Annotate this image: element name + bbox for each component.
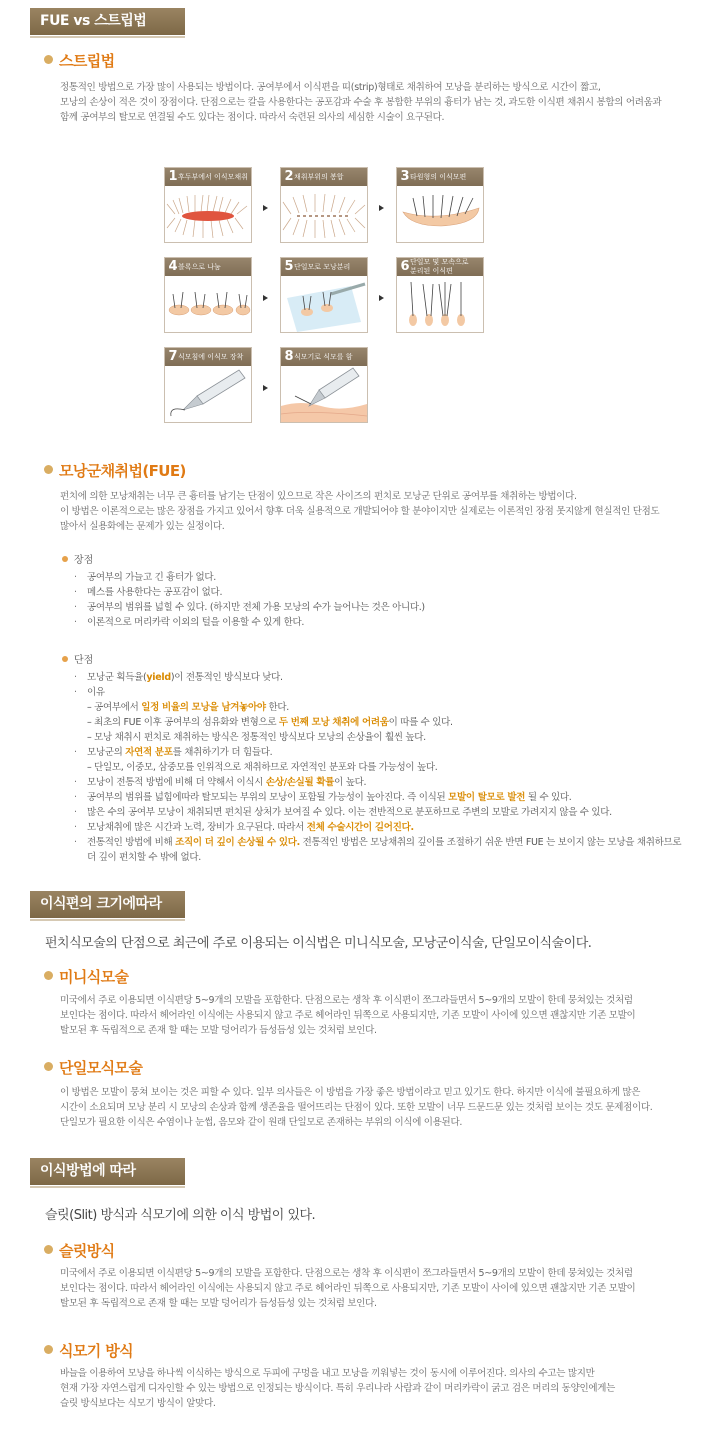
list-item: – 최초의 FUE 이후 공여부의 섬유화와 변형으로 두 번째 모낭 채취에 어려움이 따를 수 있다.: [87, 717, 453, 728]
bullet-dot-icon: [44, 971, 53, 980]
single-hair-title: 단일모식모술: [44, 1057, 142, 1078]
strip-harvest-illustration: [165, 186, 251, 242]
step-1-harvest: 1후두부에서 이식모채취: [164, 167, 252, 243]
implanter-description: 바늘을 이용하여 모낭을 하나씩 이식하는 방식으로 두피에 구멍을 내고 모낭을 끼워넣는 것이 동시에 이루어진다. 의사의 수고는 많지만 현재 가장 자연스럽게 디자인할 수 있는 방법으로 인정되는 방식이다. 특히 우리나라 사람과 같이 머리카락이 굵고 검은 머리의 동양인에게는 슬릿 방식보다는 식모기 방식이 알맞다.: [60, 1368, 615, 1409]
strip-title: 스트립법: [44, 50, 115, 71]
bullet-dot-icon: [44, 1345, 53, 1354]
list-item: · 모낭군의 자연적 분포를 채취하기가 더 힘들다.: [74, 745, 710, 760]
step-2-suture: 2채취부위의 봉합: [280, 167, 368, 243]
arrow-right-icon: [263, 295, 268, 301]
slit-title: 슬릿방식: [44, 1240, 115, 1261]
slit-description: 미국에서 주로 이용되면 이식편당 5~9개의 모발을 포함한다. 단점으로는 생착 후 이식편이 쪼그라들면서 5~9개의 모발이 한데 뭉쳐있는 것처럼 보인다는 점이다. 따라서 헤어라인 이식에는 사용되지 않고 주로 헤어라인 뒤쪽으로 사용되지만, 기존 모발이 사이에 있으면 괜찮지만 기존 모발이 탈모된 후 독립적으로 존재 할 때는 모발 덩어리가 듬성듬성 있는 것처럼 보인다.: [60, 1268, 636, 1309]
step-6-separated-grafts: 6단일모 및 모속으로 분리된 이식편: [396, 257, 484, 333]
implanter-title: 식모기 방식: [44, 1340, 133, 1361]
list-item: – 모낭 채취시 펀치로 채취하는 방식은 정통적인 방식보다 모낭의 손상율이 훨씬 높다.: [87, 732, 426, 743]
implanting-illustration: [281, 366, 367, 422]
cons-list: [74, 670, 710, 865]
list-item: · 많은 수의 공여부 모낭이 채취되면 펀치된 상처가 보여질 수 있다. 이는 전반적으로 분포하므로 주변의 모발로 가려지지 않을 수 있다.: [74, 805, 710, 820]
follicle-separation-illustration: [281, 276, 367, 332]
suture-illustration: [281, 186, 367, 242]
bullet-dot-icon: [44, 1245, 53, 1254]
single-hair-description: 이 방법은 모발이 뭉쳐 보이는 것은 피할 수 있다. 일부 의사들은 이 방법을 가장 좋은 방법이라고 믿고 있기도 한다. 하지만 이식에 불필요하게 많은 시간이 소요되며 모낭 분리 시 모낭의 손상과 함께 생존율을 떨어뜨리는 단점이 있다. 또한 모발이 너무 드문드문 있는 것처럼 보이는 것도 문제점이다. 단일모가 필요한 이식은 수염이나 눈썹, 음모와 같이 원래 단일모로 존재하는 부위의 이식에 이용된다.: [60, 1087, 653, 1128]
step-3-elliptical-graft: 3타원형의 이식모편: [396, 167, 484, 243]
mini-graft-description: 미국에서 주로 이용되면 이식편당 5~9개의 모발을 포함한다. 단점으로는 생착 후 이식편이 쪼그라들면서 5~9개의 모발이 한데 뭉쳐있는 것처럼 보인다는 점이다. 따라서 헤어라인 이식에는 사용되지 않고 주로 헤어라인 뒤쪽으로 사용되지만, 기존 모발이 사이에 있으면 괜찮지만 기존 모발이 탈모된 후 독립적으로 존재 할 때는 모발 덩어리가 듬성듬성 있는 것처럼 보인다.: [60, 995, 636, 1036]
list-item: · 공여부의 범위를 넓힘에따라 탈모되는 부위의 모낭이 포함될 가능성이 높아진다. 즉 이식된 모발이 탈모로 발전 될 수 있다.: [74, 790, 710, 805]
fue-description: 펀치에 의한 모낭채취는 너무 큰 흉터를 남기는 단점이 있으므로 작은 사이즈의 펀치로 모낭군 단위로 공여부를 채취하는 방법이다. 이 방법은 이론적으로는 많은 장점을 가지고 있어서 향후 더욱 실용적으로 개발되어야 할 분야이지만 실제로는 이론적인 장점 못지않게 현실적인 단점도 많아서 실용화에는 문제가 있는 실정이다.: [60, 491, 660, 532]
step-8-implant: 8식모기로 식모를 함: [280, 347, 368, 423]
list-item: · 모낭이 전통적 방법에 비해 더 약해서 이식시 손상/손실될 확률이 높다.: [74, 775, 710, 790]
fue-title: 모낭군채취법(FUE): [44, 460, 186, 481]
arrow-right-icon: [379, 205, 384, 211]
pros-list: [74, 570, 710, 630]
section-banner-graft-size: 이식편의 크기에따라: [30, 891, 185, 918]
list-item: · 모낭채취에 많은 시간과 노력, 장비가 요구된다. 따라서 전체 수술시간이 길어진다.: [74, 820, 710, 835]
list-item: · 공여부의 가늘고 긴 흉터가 없다.: [74, 570, 710, 585]
step-4-blocks: 4블록으로 나눔: [164, 257, 252, 333]
arrow-right-icon: [263, 205, 268, 211]
list-item: – 공여부에서 일정 비율의 모낭을 남겨놓아야 한다.: [87, 702, 289, 713]
bullet-dot-icon: [62, 656, 68, 662]
step-5-separation: 5단일모로 모낭분리: [280, 257, 368, 333]
implanter-loading-illustration: [165, 366, 251, 422]
arrow-right-icon: [263, 385, 268, 391]
list-item: 더 깊이 펀치할 수 밖에 없다.: [87, 852, 201, 863]
separated-grafts-illustration: [397, 276, 483, 332]
mini-graft-title: 미니식모술: [44, 966, 128, 987]
method-lead: 슬릿(Slit) 방식과 식모기에 의한 이식 방법이 있다.: [45, 1208, 316, 1223]
elliptical-graft-illustration: [397, 186, 483, 242]
strip-description: 정통적인 방법으로 가장 많이 사용되는 방법이다. 공여부에서 이식편을 띠(strip)형태로 채취하여 모낭을 분리하는 방식으로 시간이 짧고, 모낭의 손상이 적은 것이 장점이다. 단점으로는 칼을 사용한다는 공포감과 수술 후 봉합한 부위의 흉터가 남는 것, 과도한 이식편 채취시 봉합의 어려움과 함께 공여부의 탈모로 연결될 수도 있다는 점이다. 따라서 숙련된 의사의 세심한 시술이 요구된다.: [60, 82, 662, 123]
list-item: · 이론적으로 머리카락 이외의 털을 이용할 수 있게 한다.: [74, 615, 710, 630]
graft-size-lead: 펀치식모술의 단점으로 최근에 주로 이용되는 이식법은 미니식모술, 모낭군이식술, 단일모이식술이다.: [45, 936, 592, 951]
list-item: · 모낭군 획득율(yield)이 전통적인 방식보다 낮다.: [74, 670, 710, 685]
cons-heading: 단점: [62, 651, 93, 666]
bullet-dot-icon: [62, 556, 68, 562]
step-7-load-implanter: 7식모침에 이식모 장착: [164, 347, 252, 423]
arrow-right-icon: [379, 295, 384, 301]
list-item: · 이유: [74, 685, 710, 700]
bullet-dot-icon: [44, 465, 53, 474]
section-banner-fue-vs-strip: FUE vs 스트립법: [30, 8, 185, 35]
pros-heading: 장점: [62, 551, 93, 566]
list-item: – 단일모, 이중모, 삼중모를 인위적으로 채취하므로 자연적인 분포와 다를 가능성이 높다.: [87, 762, 438, 773]
section-banner-method: 이식방법에 따라: [30, 1158, 185, 1185]
list-item: · 전통적인 방법에 비해 조직이 더 깊이 손상될 수 있다. 전통적인 방법은 모낭채취의 깊이를 조절하기 쉬운 반면 FUE 는 보이지 않는 모낭을 채취하므로: [74, 835, 710, 850]
list-item: · 메스를 사용한다는 공포감이 없다.: [74, 585, 710, 600]
graft-blocks-illustration: [165, 276, 251, 332]
list-item: · 공여부의 범위를 넓힐 수 있다. (하지만 전체 가용 모낭의 수가 늘어나는 것은 아니다.): [74, 600, 710, 615]
bullet-dot-icon: [44, 55, 53, 64]
bullet-dot-icon: [44, 1062, 53, 1071]
